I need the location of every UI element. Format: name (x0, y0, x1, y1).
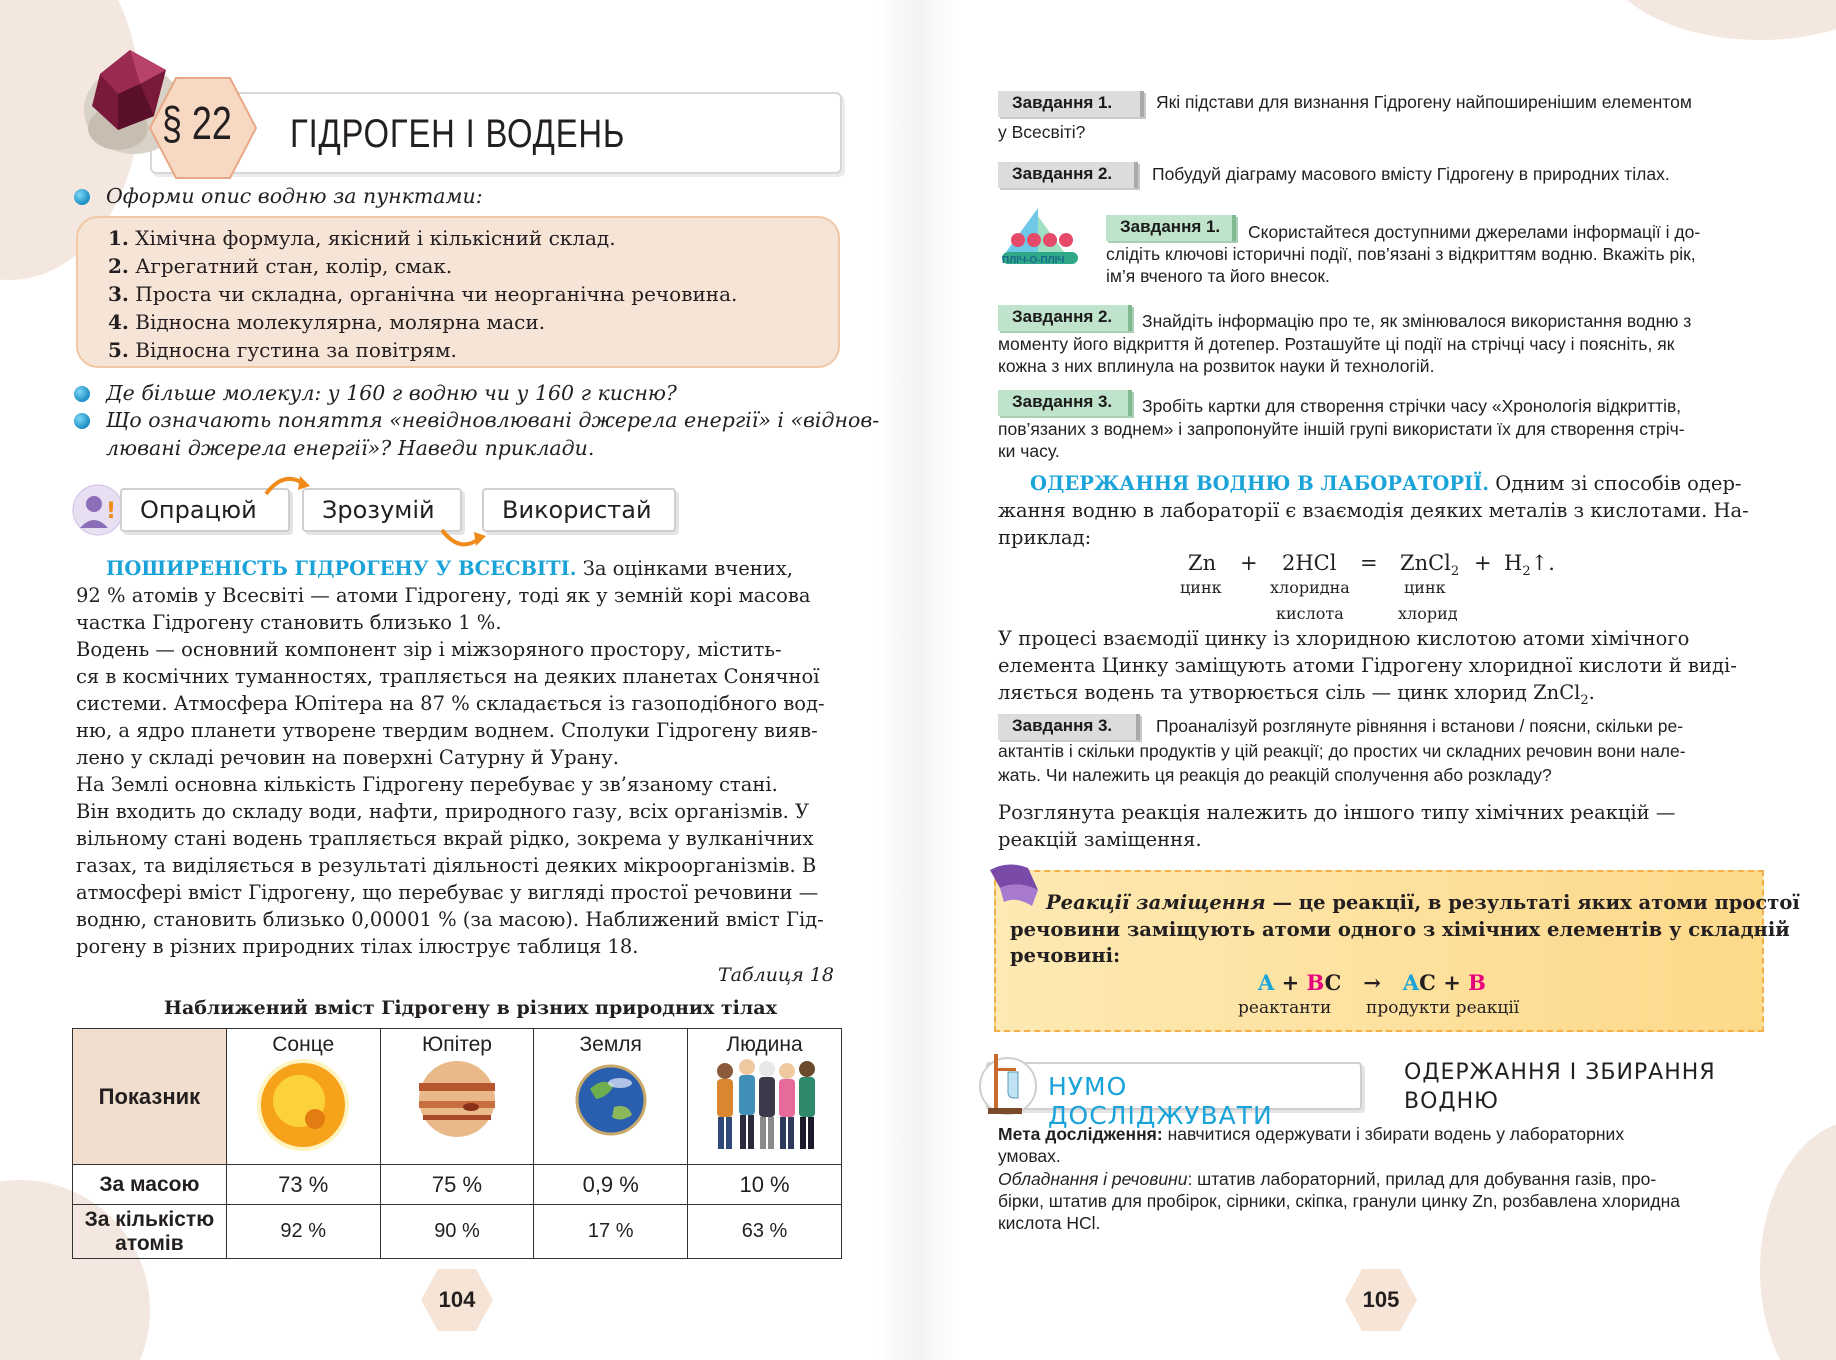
paragraph-line: ню, а ядро планети утворене твердим воднем. Сполуки Гідрогену вияв- (76, 719, 818, 742)
corner-decoration (1760, 1120, 1836, 1360)
task-text: жать. Чи належить ця реакція до реакцій сполучення або розкладу? (998, 765, 1552, 785)
table-header-indicator: Показник (73, 1029, 227, 1165)
lab-heading: ОДЕРЖАННЯ ВОДНЮ В ЛАБОРАТОРІЇ. (1030, 472, 1490, 495)
bullet-icon (74, 413, 90, 429)
equipment-label: Обладнання і речовини (998, 1169, 1188, 1189)
group-badge: ПЛІЧ-О-ПЛІЧ (1002, 255, 1065, 266)
people-icon (705, 1057, 825, 1153)
group-task-text: пов’язаних з воднем» і запропонуйте іншій групі використати їх для створення стріч- (998, 419, 1685, 439)
equation-label: хлоридна (1270, 578, 1350, 597)
thinking-person-icon (72, 484, 124, 536)
paragraph-line: вільному стані водень трапляється вкрай рідко, зокрема у вулканічних (76, 827, 814, 850)
group-task-text: Зробіть картки для створення стрічки часу «Хронологія відкриттів, (1142, 396, 1682, 416)
tab-process: Опрацюй (120, 488, 290, 532)
equation-label: цинк (1180, 578, 1222, 597)
equation-plus: + (1474, 551, 1492, 575)
hydrogen-content-table (72, 1028, 842, 1259)
table-cell: 73 % (226, 1165, 380, 1205)
paragraph-line: газах, та виділяється в результаті діяльності деяких мікроорганізмів. В (76, 854, 817, 877)
paragraph-line: 92 % атомів у Всесвіті — атоми Гідрогену, тоді як у земній корі масова (76, 584, 811, 607)
list-item: 2. Агрегатний стан, колір, смак. (108, 254, 453, 278)
conclusion-line: Розглянута реакція належить до іншого типу хімічних реакцій — (998, 801, 1676, 824)
question-molecules: Де більше молекул: у 160 г водню чи у 160 г кисню? (106, 381, 677, 405)
list-item: 4. Відносна молекулярна, молярна маси. (108, 310, 546, 334)
goal-line: умовах. (998, 1146, 1061, 1166)
bookmark-ribbon-icon (988, 862, 1040, 908)
table-cell: 17 % (534, 1205, 688, 1259)
earth-icon (574, 1063, 648, 1137)
equipment-line: бірки, штатив для пробірок, сірники, скіпка, гранули цинку Zn, розбавлена хлоридна (998, 1191, 1681, 1211)
tab-use: Використай (482, 488, 676, 532)
investigation-title: ВОДНЮ (1404, 1089, 1499, 1114)
lab-paragraph-line: приклад: (998, 526, 1092, 549)
group-task-text: Знайдіть інформацію про те, як змінювалося використання водню з (1142, 311, 1692, 331)
table-cell: 90 % (380, 1205, 534, 1259)
task-label: Завдання 3. (998, 714, 1140, 740)
paragraph-line: водню, становить близько 0,00001 % (за масою). Наближений вміст Гід- (76, 908, 824, 931)
paragraph-line: ся в космічних туманностях, трапляється на деяких планетах Сонячної (76, 665, 820, 688)
question-energy-line1: Що означають поняття «невідновлювані джерела енергії» і «віднов- (106, 408, 880, 432)
paragraph-line: лено у складі речовин на поверхні Сатурну й Урану. (76, 746, 619, 769)
scheme-label-products: продукти реакції (1366, 998, 1520, 1018)
bullet-icon (74, 386, 90, 402)
arrow-icon (438, 524, 488, 554)
equation-label: хлорид (1398, 604, 1458, 623)
paragraph-line: системи. Атмосфера Юпітера на 87 % складається із газоподібного вод- (76, 692, 825, 715)
group-task-label: Завдання 3. (998, 390, 1132, 416)
group-task-label: Завдання 1. (1106, 215, 1236, 241)
equation-plus: + (1240, 551, 1258, 575)
tab-understand: Зрозумій (302, 488, 462, 532)
lab-paragraph-line: жання водню в лабораторії є взаємодія деяких металів з кислотами. На- (998, 499, 1749, 522)
arrow-icon (262, 470, 312, 500)
question-energy-line2: лювані джерела енергії»? Наведи приклади. (106, 436, 595, 460)
investigation-title: ОДЕРЖАННЯ І ЗБИРАННЯ (1404, 1060, 1716, 1085)
task-text: Проаналізуй розглянуте рівняння і встанови / поясни, скільки ре- (1156, 716, 1684, 736)
paragraph-line: атмосфері вміст Гідрогену, що перебуває у вигляді простої речовини — (76, 881, 819, 904)
paragraph-line: рогену в різних природних тілах ілюструє таблиця 18. (76, 935, 639, 958)
svg-text:!: ! (106, 499, 117, 524)
definition-term: Реакції заміщення (1046, 891, 1266, 914)
paragraph-line: Водень — основний компонент зір і міжзоряного простору, містить- (76, 638, 782, 661)
definition-line: речовини заміщують атоми одного з хімічних елементів у складній (1010, 918, 1790, 941)
corner-decoration (1600, 0, 1836, 40)
bullet-icon (74, 189, 90, 205)
page-title: ГІДРОГЕН І ВОДЕНЬ (290, 112, 626, 156)
paragraph-line: ПОШИРЕНІСТЬ ГІДРОГЕНУ У ВСЕСВІТІ. За оцінками вчених, (106, 557, 793, 580)
paragraph-line: частка Гідрогену становить близько 1 %. (76, 611, 502, 634)
table-header-human: Людина (688, 1029, 842, 1165)
task-text: у Всесвіті? (998, 122, 1086, 142)
process-line: У процесі взаємодії цинку із хлоридною кислотою атоми хімічного (998, 627, 1690, 650)
section-number: § 22 (162, 97, 232, 149)
equation-h2: $H_2↑$. (1504, 551, 1555, 580)
scheme-label-reactants: реактанти (1238, 998, 1332, 1018)
task-text: Побудуй діаграму масового вмісту Гідрогену в природних тілах. (1152, 164, 1670, 184)
table-cell: 10 % (688, 1165, 842, 1205)
section-heading: ПОШИРЕНІСТЬ ГІДРОГЕНУ У ВСЕСВІТІ. (106, 557, 577, 580)
group-task-text: кожна з них вплинула на розвиток науки й технологій. (998, 356, 1435, 376)
table-cell: 92 % (226, 1205, 380, 1259)
goal-label: Мета дослідження: (998, 1124, 1163, 1144)
definition-line: Реакції заміщення — це реакції, в результаті яких атоми простої (1046, 891, 1800, 914)
equation-zn: Zn (1188, 551, 1217, 575)
conclusion-line: реакцій заміщення. (998, 828, 1202, 851)
jupiter-icon (415, 1057, 499, 1141)
table-cell: 0,9 % (534, 1165, 688, 1205)
lab-stand-icon (978, 1046, 1038, 1120)
equipment-line: кислота HCl. (998, 1213, 1101, 1233)
substitution-scheme: A + BC → AC + B (1258, 970, 1486, 995)
equation-zncl2: ZnCl$_2$ (1400, 551, 1460, 580)
lab-paragraph-line: ОДЕРЖАННЯ ВОДНЮ В ЛАБОРАТОРІЇ. Одним зі способів одер- (1030, 472, 1742, 495)
list-item: 5. Відносна густина за повітрям. (108, 338, 457, 362)
spine-shadow (878, 0, 958, 1360)
investigate-tab: НУМО ДОСЛІДЖУВАТИ (986, 1062, 1362, 1110)
table-cell: 75 % (380, 1165, 534, 1205)
table-caption: Таблиця 18 (718, 964, 834, 986)
equation-equals: = (1360, 551, 1378, 575)
table-cell: 63 % (688, 1205, 842, 1259)
list-item: 1. Хімічна формула, якісний і кількісний склад. (108, 226, 616, 250)
definition-line: речовині: (1010, 944, 1121, 967)
group-task-label: Завдання 2. (998, 305, 1132, 331)
group-task-text: ім’я вченого та його внесок. (1106, 266, 1330, 286)
task-label: Завдання 1. (998, 91, 1144, 117)
paragraph-line: Він входить до складу води, нафти, природного газу, всіх організмів. У (76, 800, 810, 823)
process-line: елемента Цинку заміщують атоми Гідрогену хлоридної кислоти й виді- (998, 654, 1737, 677)
equipment-line: Обладнання і речовини: штатив лабораторний, прилад для добування газів, про- (998, 1169, 1657, 1189)
process-line: ляється водень та утворюється сіль — цинк хлорид ZnCl$_2$. (998, 681, 1595, 708)
equation-label: кислота (1276, 604, 1344, 623)
task-text: Які підстави для визнання Гідрогену найпоширенішим елементом (1156, 92, 1692, 112)
table-header-earth: Земля (534, 1029, 688, 1165)
page-number: 105 (1362, 1287, 1400, 1312)
sun-icon (255, 1057, 351, 1153)
table-header-jupiter: Юпітер (380, 1029, 534, 1165)
group-task-text: слідіть ключові історичні події, пов’язані з відкриттям водню. Вкажіть рік, (1106, 244, 1696, 264)
table-header-sun: Сонце (226, 1029, 380, 1165)
description-prompt: Оформи опис водню за пунктами: (106, 184, 483, 208)
table-title: Наближений вміст Гідрогену в різних природних тілах (164, 997, 777, 1019)
list-item: 3. Проста чи складна, органічна чи неорганічна речовина. (108, 282, 738, 306)
goal-line: Мета дослідження: навчитися одержувати і збирати водень у лабораторних (998, 1124, 1625, 1144)
group-task-text: ки часу. (998, 441, 1060, 461)
page-number: 104 (438, 1287, 476, 1312)
group-task-text: Скористайтеся доступними джерелами інформації і до- (1248, 222, 1701, 242)
task-text: актантів і скільки продуктів у цій реакції; до простих чи складних речовин вони нале- (998, 741, 1686, 761)
equation-label: цинк (1404, 578, 1446, 597)
group-task-text: моменту його відкриття й дотепер. Розташуйте ці події на стрічці часу і поясніть, як (998, 334, 1675, 354)
row-label-mass: За масою (73, 1165, 227, 1205)
paragraph-line: На Землі основна кількість Гідрогену перебуває у зв’язаному стані. (76, 773, 778, 796)
row-label-atoms: За кількістю атомів (73, 1205, 227, 1259)
task-label: Завдання 2. (998, 162, 1138, 188)
equation-hcl: 2HCl (1282, 551, 1337, 575)
